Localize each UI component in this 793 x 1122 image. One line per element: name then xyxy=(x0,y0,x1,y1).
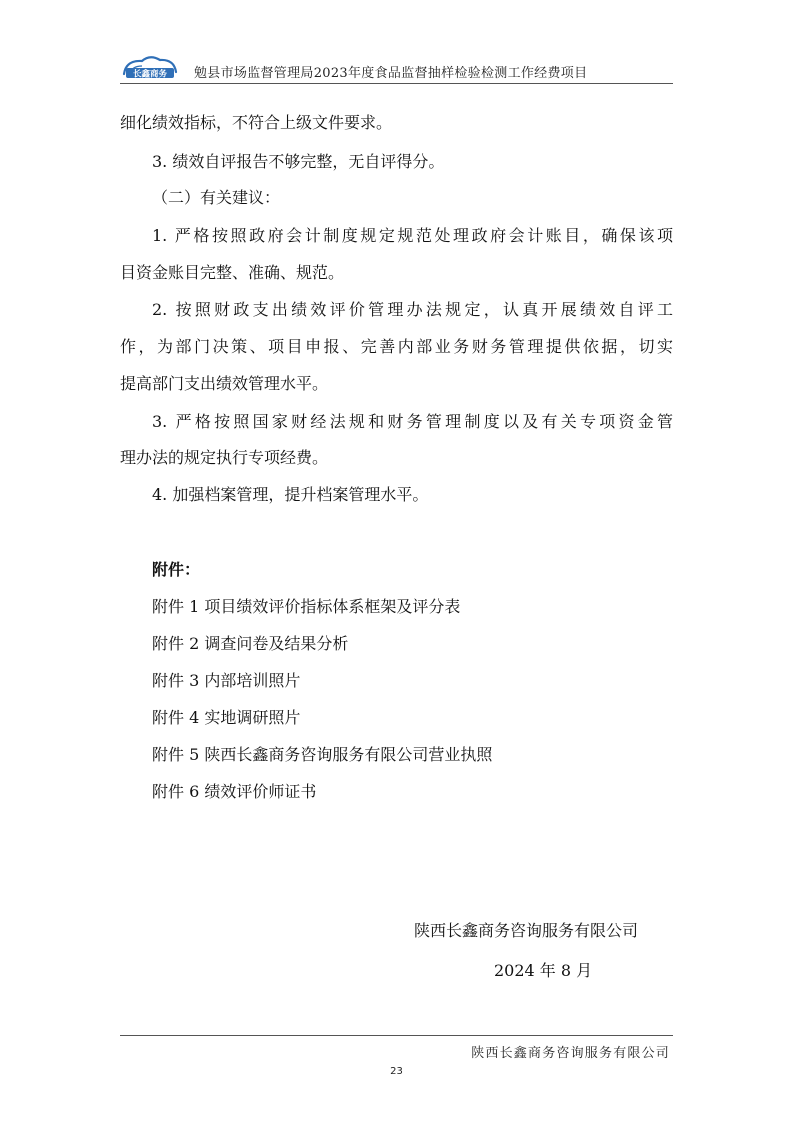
body-line: 4. 加强档案管理，提升档案管理水平。 xyxy=(152,485,429,504)
company-logo xyxy=(120,54,180,80)
attachment-item: 附件 5 陕西长鑫商务咨询服务有限公司营业执照 xyxy=(152,745,493,764)
body-line: 1. 严格按照政府会计制度规定规范处理政府会计账目，确保该项 xyxy=(152,226,673,245)
footer-company: 陕西长鑫商务咨询服务有限公司 xyxy=(471,1046,670,1061)
header-divider xyxy=(120,83,673,84)
body-line: 细化绩效指标，不符合上级文件要求。 xyxy=(120,113,393,132)
page-number: 23 xyxy=(390,1066,403,1077)
attachment-item: 附件 4 实地调研照片 xyxy=(152,708,301,727)
section-heading: （二）有关建议： xyxy=(152,188,281,207)
attachment-item: 附件 2 调查问卷及结果分析 xyxy=(152,634,349,653)
page-header xyxy=(120,52,673,82)
body-line: 3. 绩效自评报告不够完整，无自评得分。 xyxy=(152,152,445,171)
body-line: 目资金账目完整、准确、规范。 xyxy=(120,263,345,282)
footer-divider xyxy=(120,1035,673,1036)
body-line: 3. 严格按照国家财经法规和财务管理制度以及有关专项资金管 xyxy=(152,412,673,431)
attachments-heading: 附件： xyxy=(152,560,201,579)
body-line: 2. 按照财政支出绩效评价管理办法规定，认真开展绩效自评工 xyxy=(152,300,673,319)
body-line: 提高部门支出绩效管理水平。 xyxy=(120,374,329,393)
header-title: 勉县市场监督管理局2023年度食品监督抽样检验检测工作经费项目 xyxy=(194,66,588,81)
attachment-item: 附件 1 项目绩效评价指标体系框架及评分表 xyxy=(152,597,461,616)
logo-text: 长鑫商务 xyxy=(132,69,168,80)
signature-company: 陕西长鑫商务咨询服务有限公司 xyxy=(414,921,639,940)
signature-date: 2024 年 8 月 xyxy=(494,961,593,980)
attachment-item: 附件 6 绩效评价师证书 xyxy=(152,782,317,801)
body-line: 作，为部门决策、项目申报、完善内部业务财务管理提供依据，切实 xyxy=(120,337,673,356)
attachment-item: 附件 3 内部培训照片 xyxy=(152,671,301,690)
body-line: 理办法的规定执行专项经费。 xyxy=(120,448,329,467)
